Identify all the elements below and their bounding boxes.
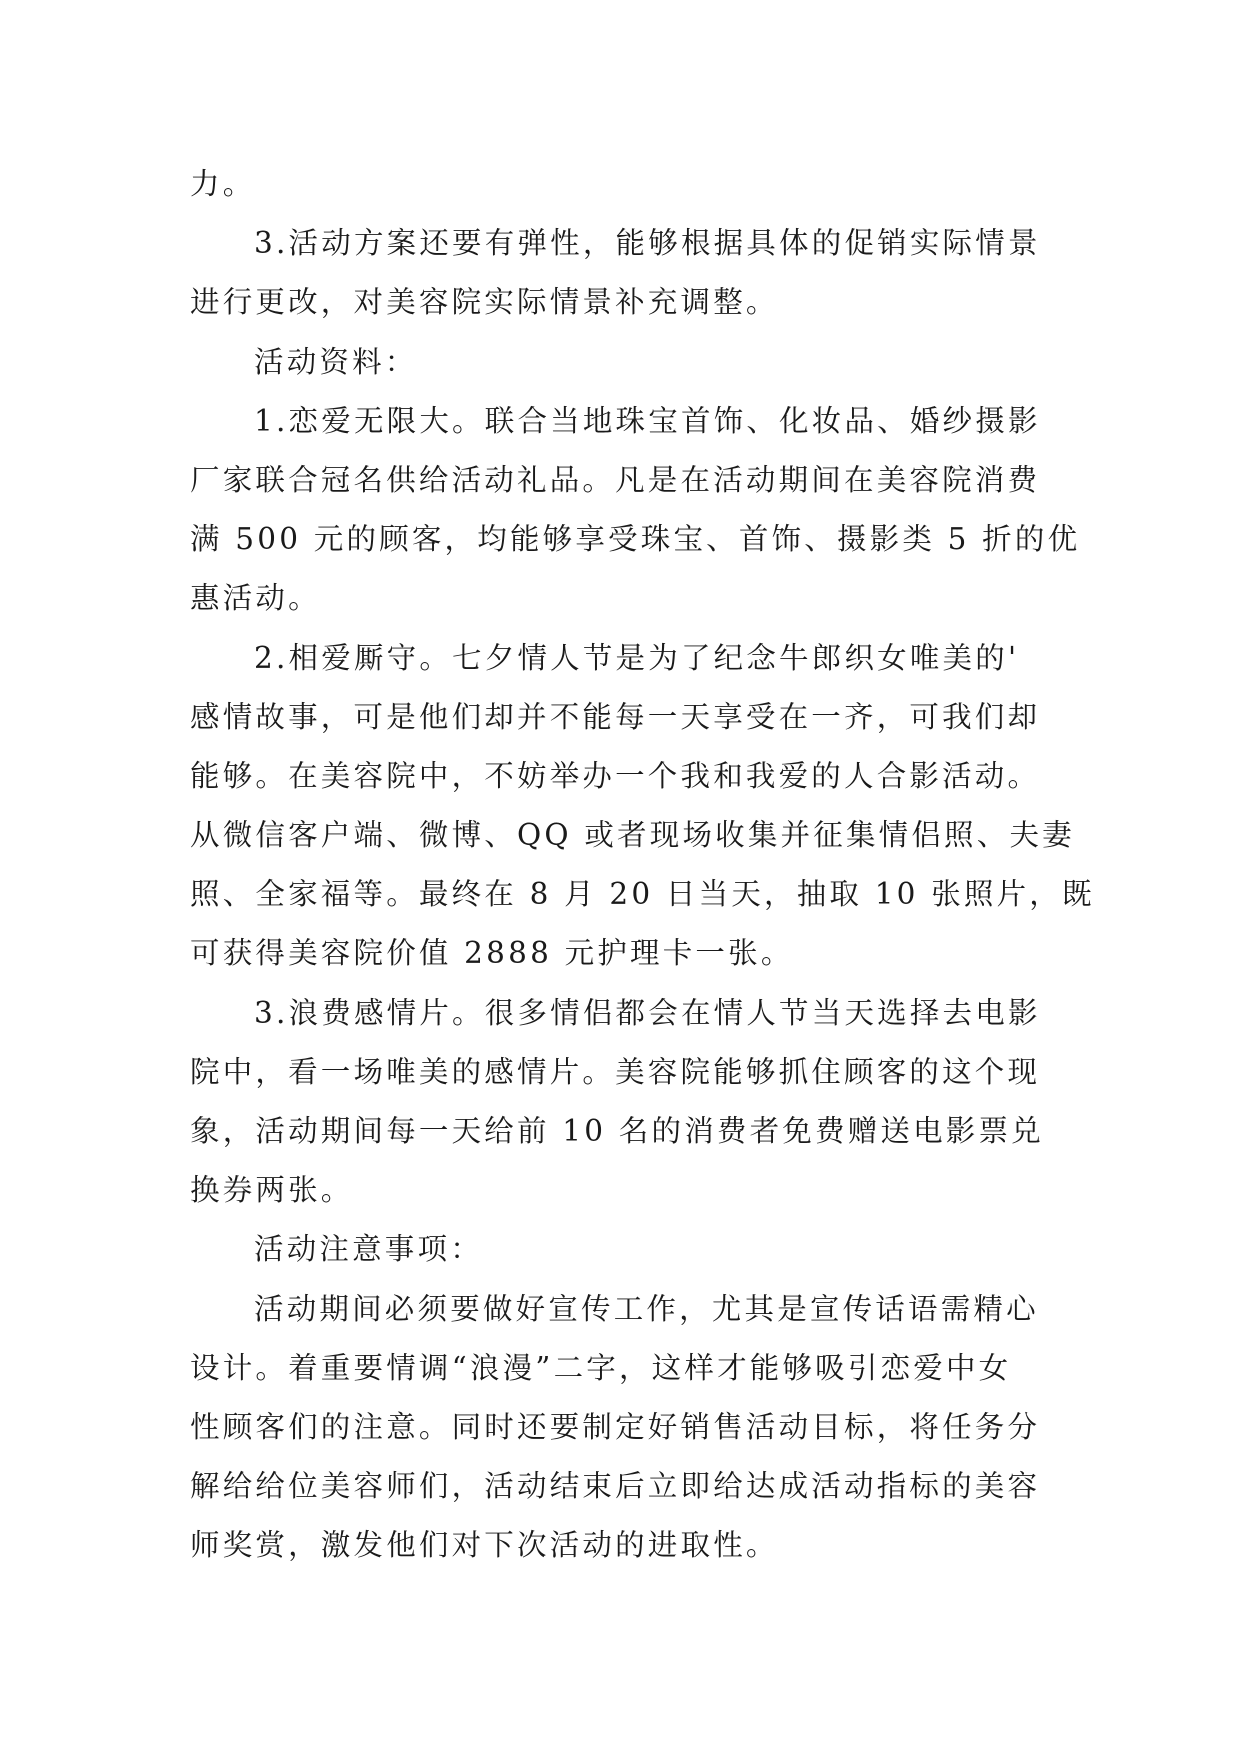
text-line: 厂家联合冠名供给活动礼品。凡是在活动期间在美容院消费 bbox=[190, 462, 1041, 497]
text-line: 3.活动方案还要有弹性，能够根据具体的促销实际情景 bbox=[254, 226, 1041, 261]
text-line: 能够。在美容院中，不妨举办一个我和我爱的人合影活动。 bbox=[190, 758, 1041, 793]
text-line: 1.恋爱无限大。联合当地珠宝首饰、化妆品、婚纱摄影 bbox=[254, 403, 1041, 438]
text-line: 师奖赏，激发他们对下次活动的进取性。 bbox=[190, 1528, 779, 1563]
text-line: 照、全家福等。最终在 8 月 20 日当天，抽取 10 张照片，既 bbox=[190, 877, 1095, 912]
text-line: 3.浪费感情片。很多情侣都会在情人节当天选择去电影 bbox=[254, 995, 1041, 1030]
document-body bbox=[190, 155, 1095, 1576]
text-line: 进行更改，对美容院实际情景补充调整。 bbox=[190, 285, 779, 320]
text-line: 可获得美容院价值 2888 元护理卡一张。 bbox=[190, 936, 794, 971]
text-line: 2.相爱厮守。七夕情人节是为了纪念牛郎织女唯美的' bbox=[254, 640, 1020, 675]
section-heading: 活动资料： bbox=[254, 344, 418, 379]
text-line: 象，活动期间每一天给前 10 名的消费者免费赠送电影票兑 bbox=[190, 1114, 1044, 1148]
text-line: 换券两张。 bbox=[190, 1173, 354, 1208]
section-heading: 活动注意事项： bbox=[254, 1232, 483, 1267]
text-line: 力。 bbox=[190, 167, 256, 201]
text-line: 性顾客们的注意。同时还要制定好销售活动目标，将任务分 bbox=[190, 1409, 1041, 1444]
text-line: 设计。着重要情调“浪漫”二字，这样才能够吸引恋爱中女 bbox=[190, 1350, 1012, 1385]
text-line: 解给给位美容师们，活动结束后立即给达成活动指标的美容 bbox=[190, 1469, 1041, 1504]
text-line: 活动期间必须要做好宣传工作，尤其是宣传话语需精心 bbox=[254, 1291, 1039, 1326]
text-line: 从微信客户端、微博、QQ 或者现场收集并征集情侣照、夫妻 bbox=[190, 818, 1075, 853]
text-line: 院中，看一场唯美的感情片。美容院能够抓住顾客的这个现 bbox=[190, 1054, 1041, 1089]
text-line: 满 500 元的顾客，均能够享受珠宝、首饰、摄影类 5 折的优 bbox=[190, 522, 1081, 557]
text-line: 惠活动。 bbox=[190, 581, 321, 616]
text-line: 感情故事，可是他们却并不能每一天享受在一齐，可我们却 bbox=[190, 699, 1041, 734]
